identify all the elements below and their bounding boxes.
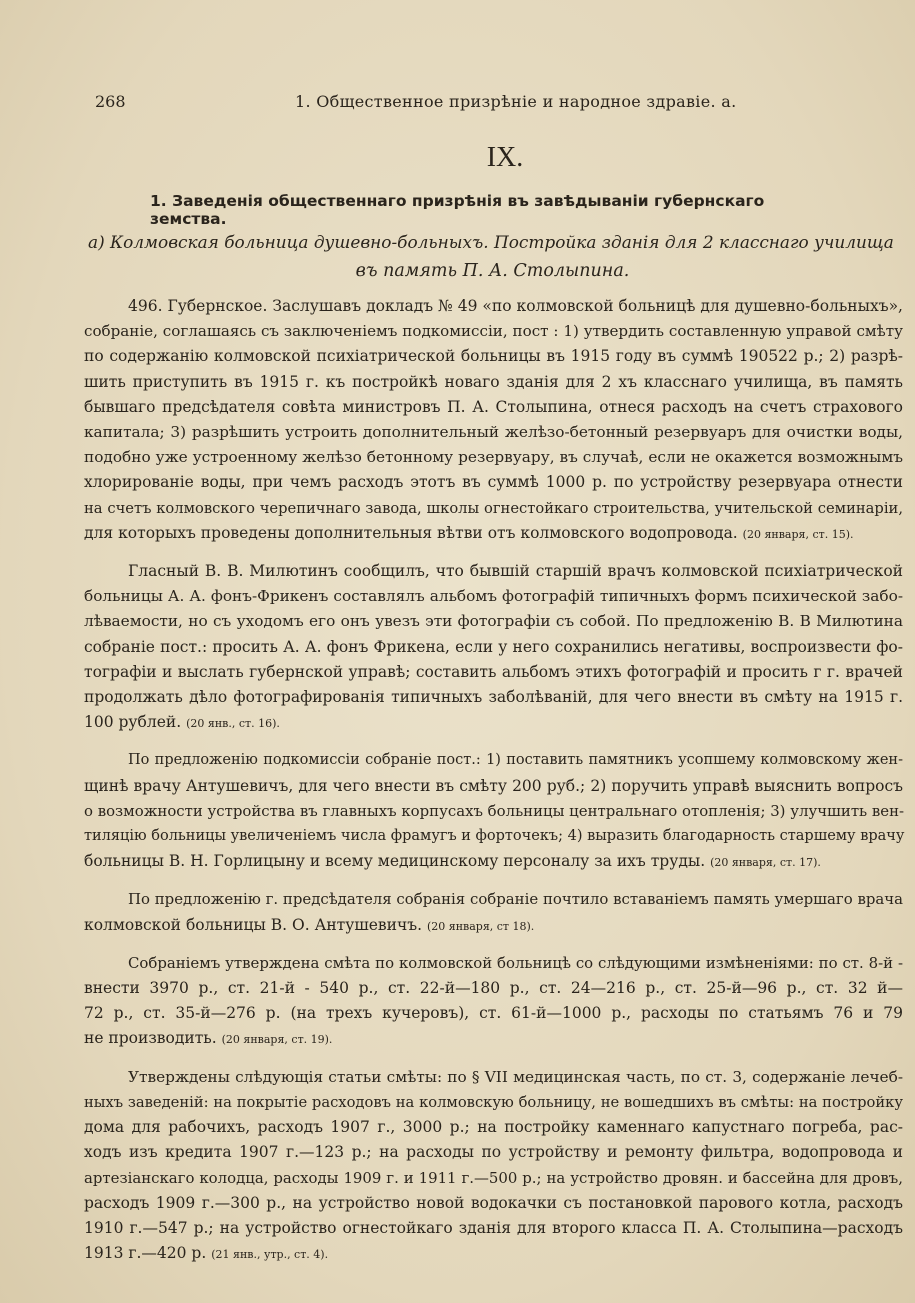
paragraph-line: хлорированіе воды, при чемъ расходъ этотъ въ суммѣ 1000 р. по устройству резервуара отнести [84, 473, 903, 492]
paragraph-line: больницы А. А. фонъ-Фрикенъ составлялъ альбомъ фотографій типичныхъ формъ психической забо- [84, 587, 903, 606]
paragraph-last-line [84, 913, 903, 939]
paragraph [84, 294, 903, 547]
paragraph-last-line [84, 1026, 903, 1052]
paragraph [84, 748, 903, 875]
paragraph-line: Утверждены слѣдующія статьи смѣты: по § VII медицинская часть, по ст. 3, содержаніе лечеб- [128, 1067, 903, 1086]
paragraph [84, 1065, 903, 1268]
paragraph-line: 72 р., ст. 35-й—276 р. (на трехъ кучеровъ), ст. 61-й—1000 р., расходы по статьямъ 76 и 79 [84, 1004, 903, 1023]
paragraph-line: По предложенію г. предсѣдателя собранія собраніе почтило вставаніемъ память умершаго врача [128, 890, 903, 909]
paragraph-last-line [84, 710, 903, 736]
paragraph-line: 1910 г.—547 р.; на устройство огнестойкаго зданія для второго класса П. А. Столыпина—расходъ [84, 1218, 903, 1237]
paragraph-line: расходъ 1909 г.—300 р., на устройство новой водокачки съ постановкой парового котла, расходъ [84, 1193, 903, 1212]
session-reference: (21 янв., утр., ст. 4). [211, 1248, 329, 1262]
session-reference: (20 янв., ст. 16). [186, 717, 280, 731]
paragraph-line: дома для рабочихъ, расходъ 1907 г., 3000 р.; на постройку каменнаго капустнаго погреба, рас- [84, 1118, 903, 1137]
paragraph-line: По предложенію подкомиссіи собраніе пост.: 1) поставить памятникъ усопшему колмовскому жен- [128, 752, 903, 769]
subsection-title [88, 228, 897, 286]
paragraph-line: Гласный В. В. Милютинъ сообщилъ, что бывшій старшій врачъ колмовской психіатрической [128, 562, 903, 581]
paragraph-line-text: больницы В. Н. Горлицыну и всему медицинскому персоналу за ихъ труды. [84, 852, 706, 871]
chapter-number: IX. [486, 142, 524, 173]
paragraph-line: продолжать дѣло фотографированія типичныхъ заболѣваній, для чего внести въ смѣту на 1915 г. [84, 688, 903, 707]
paragraph-line: внести 3970 р., ст. 21-й - 540 р., ст. 22-й—180 р., ст. 24—216 р., ст. 25-й—96 р., ст. 32 й— [84, 979, 903, 998]
paragraph [84, 951, 903, 1053]
document-body [84, 294, 903, 1279]
session-reference: (20 января, ст. 17). [710, 856, 821, 870]
paragraph-line: собраніе, соглашаясь съ заключеніемъ подкомиссіи, пост : 1) утвердить составленную управой смѣту [84, 322, 903, 341]
paragraph-line: тиляцію больницы увеличеніемъ числа фрамугъ и форточекъ; 4) выразить благодарность старшему врачу [84, 828, 905, 845]
session-reference: (20 января, ст. 19). [221, 1033, 333, 1047]
paragraph [84, 559, 903, 736]
paragraph-line: на счетъ колмовского черепичнаго завода, школы огнестойкаго строительства, учительской семинаріи, [84, 499, 903, 517]
section-title: 1. Заведенія общественнаго призрѣнія въ завѣдываніи губернскаго земства. [150, 192, 765, 228]
subsection-line: въ память П. А. Столыпина. [355, 261, 630, 281]
page-header [95, 92, 855, 116]
paragraph-line: о возможности устройства въ главныхъ корпусахъ больницы центральнаго отопленія; 3) улучшить вен- [84, 801, 905, 820]
running-head: 1. Общественное призрѣніе и народное здравіе. а. [295, 92, 737, 111]
paragraph-line: артезіанскаго колодца, расходы 1909 г. и 1911 г.—500 р.; на устройство дровян. и бассейна для дровъ, [84, 1168, 903, 1187]
paragraph-last-line [84, 849, 903, 875]
page-number: 268 [95, 92, 126, 111]
session-reference: (20 января, ст 18). [426, 919, 535, 933]
paragraph-line-text: колмовской больницы В. О. Антушевичъ. [84, 915, 423, 934]
paragraph-line: по содержанію колмовской психіатрической больницы въ 1915 году въ суммѣ 190522 р.; 2) разрѣ- [84, 347, 903, 366]
paragraph-line: подобно уже устроенному желѣзо бетонному резервуару, въ случаѣ, если не окажется возможнымъ [84, 448, 903, 467]
subsection-line: а) Колмовская больница душевно-больныхъ. Постройка зданія для 2 класснаго училища [88, 232, 894, 252]
paragraph-line-text: не производить. [84, 1029, 217, 1048]
paragraph-line: собраніе пост.: просить А. А. фонъ Фрикена, если у него сохранились негативы, воспроизвести фо- [84, 637, 903, 656]
paragraph-line: лѣваемости, но съ уходомъ его онъ увезъ эти фотографіи съ собой. По предложенію В. В Милютина [84, 612, 903, 631]
paragraph-line: щинѣ врачу Антушевичъ, для чего внести въ смѣту 200 руб.; 2) поручить управѣ выяснить вопросъ [84, 776, 903, 795]
paragraph-line-text: 1913 г.—420 р. [84, 1244, 207, 1263]
paragraph-line: тографіи и выслать губернской управѣ; составить альбомъ этихъ фотографій и просить г г. врачей [84, 662, 903, 681]
paragraph-line: Собраніемъ утверждена смѣта по колмовской больницѣ со слѣдующими измѣненіями: по ст. 8-й - [128, 953, 903, 972]
paragraph-line: бывшаго предсѣдателя совѣта министровъ П. А. Столыпина, отнеся расходъ на счетъ страхового [84, 397, 903, 416]
paragraph [84, 887, 903, 938]
paragraph-line: капитала; 3) разрѣшить устроить дополнительный желѣзо-бетонный резервуаръ для очистки воды, [84, 423, 903, 442]
paragraph-line: ныхъ заведеній: на покрытіе расходовъ на колмовскую больницу, не вошедшихъ въ смѣты: на постройку [84, 1093, 903, 1111]
paragraph-line: 496. Губернское. Заслушавъ докладъ № 49 «по колмовской больницѣ для душевно-больныхъ», [128, 297, 903, 315]
paragraph-line: шить приступить въ 1915 г. къ постройкѣ новаго зданія для 2 хъ класснаго училища, въ память [84, 372, 903, 391]
session-reference: (20 января, ст. 15). [742, 527, 854, 541]
paragraph-line-text: для которыхъ проведены дополнительныя вѣтви отъ колмовского водопровода. [84, 523, 738, 542]
paragraph-last-line [84, 1241, 903, 1267]
paragraph-line: ходъ изъ кредита 1907 г.—123 р.; на расходы по устройству и ремонту фильтра, водопровода и [84, 1143, 903, 1162]
paragraph-last-line [84, 521, 903, 547]
paragraph-line-text: 100 рублей. [84, 713, 182, 732]
